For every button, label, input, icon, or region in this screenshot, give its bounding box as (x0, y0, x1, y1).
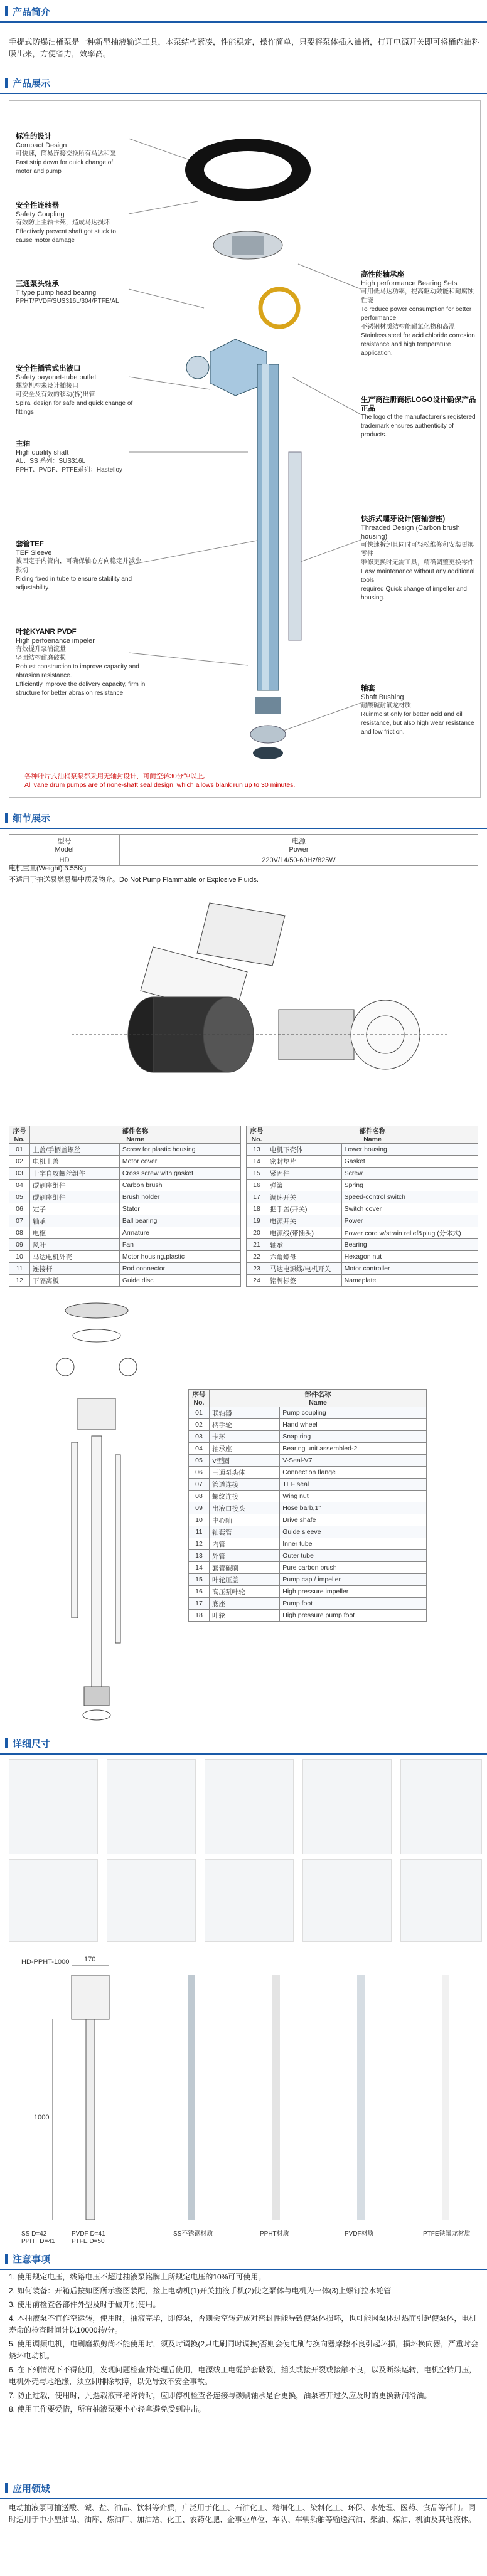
table-row (247, 1263, 478, 1275)
table-row (9, 1251, 241, 1263)
table-row (189, 1502, 427, 1514)
cap-ss: SS不锈钢材质 (173, 2230, 213, 2237)
spec-warning: 不适用于抽送易燃易爆中质及物介。Do Not Pump Flammable or Explosive Fluids. (9, 876, 259, 884)
table-cell: Hand wheel (280, 1419, 427, 1431)
table-cell: 连接杆 (30, 1263, 120, 1275)
motor-exploded-view (9, 890, 478, 1116)
table-cell: 卡环 (210, 1431, 280, 1443)
table-cell: 18 (189, 1610, 210, 1622)
table-cell: Screw (341, 1168, 478, 1180)
table-row (9, 1215, 241, 1227)
table-cell: 20 (247, 1227, 267, 1239)
product-photo (302, 1859, 392, 1942)
section-header-notes: 注意事项 (0, 2247, 487, 2270)
table-row (189, 1455, 427, 1467)
cap-ptfe: PTFE铁氟龙材质 (423, 2230, 471, 2237)
table-cell: 调速开关 (267, 1191, 342, 1203)
table-cell: Snap ring (280, 1431, 427, 1443)
table-cell: 上盖/手柄盖螺丝 (30, 1144, 120, 1156)
table-cell: Pump foot (280, 1598, 427, 1610)
cap-ppht: PPHT材质 (260, 2230, 289, 2237)
table-cell: 07 (9, 1215, 30, 1227)
table-cell: 定子 (30, 1203, 120, 1215)
table-cell: 轴套管 (210, 1526, 280, 1538)
table-cell: 12 (189, 1538, 210, 1550)
table-row (247, 1227, 478, 1239)
table-cell: 13 (247, 1144, 267, 1156)
dim-ss: SS D=42 (21, 2230, 47, 2237)
table-cell: Switch cover (341, 1203, 478, 1215)
table-cell: Guide disc (119, 1275, 240, 1287)
note-item: 6. 在下列情况下不得使用，发现问题检查并处理后使用，电源线工电缆护套破裂，插头或接开裂或接触不良，以及断续运转，电机空转用压，电机外壳与地绝缘，须立即排除故障，以免导致不安全事故。 (9, 2365, 477, 2386)
table-row (247, 1239, 478, 1251)
table-cell: Stator (119, 1203, 240, 1215)
table-cell: 出液口接头 (210, 1502, 280, 1514)
table-cell: 09 (9, 1239, 30, 1251)
table-cell: 马达电机外壳 (30, 1251, 120, 1263)
table-cell: Armature (119, 1227, 240, 1239)
table-row (189, 1550, 427, 1562)
table-cell: Lower housing (341, 1144, 478, 1156)
table-row (189, 1443, 427, 1455)
dim-width: 170 (84, 1956, 96, 1963)
table-cell: 轴承 (267, 1239, 342, 1251)
product-photo (400, 1759, 482, 1854)
table-cell: Spring (341, 1180, 478, 1191)
table-cell: 13 (189, 1550, 210, 1562)
table-cell: 19 (247, 1215, 267, 1227)
table-cell: High pressure impeller (280, 1586, 427, 1598)
table-row (9, 1168, 241, 1180)
table-cell: 轴承座 (210, 1443, 280, 1455)
table-row (189, 1419, 427, 1431)
table-cell: Brush holder (119, 1191, 240, 1203)
table-cell: Connection flange (280, 1467, 427, 1479)
table-cell: 电枢 (30, 1227, 120, 1239)
table-cell: Hexagon nut (341, 1251, 478, 1263)
table-cell: 18 (247, 1203, 267, 1215)
table-cell: 下隔离板 (30, 1275, 120, 1287)
table-cell: 23 (247, 1263, 267, 1275)
table-row (189, 1467, 427, 1479)
callout-compact: 标准的设计 Compact Design 可快速，简易连接交换所有马达和泵 Fast strip down for quick change of motor and pump (16, 133, 116, 175)
section-header-intro: 产品简介 (0, 0, 487, 23)
table-cell: 风叶 (30, 1239, 120, 1251)
table-cell: Speed-control switch (341, 1191, 478, 1203)
table-cell: 09 (189, 1502, 210, 1514)
table-cell: 紧固件 (267, 1168, 342, 1180)
dim-length: 1000 (34, 2114, 50, 2121)
table-cell: Fan (119, 1239, 240, 1251)
table-row (189, 1562, 427, 1574)
table-cell: Outer tube (280, 1550, 427, 1562)
table-cell: 22 (247, 1251, 267, 1263)
table-row (9, 1275, 241, 1287)
table-cell: Ball bearing (119, 1215, 240, 1227)
note-item: 1. 使用规定电压，线路电压不超过抽液泵铭牌上所规定电压的10%可可使用。 (9, 2272, 266, 2281)
table-cell: 24 (247, 1275, 267, 1287)
table-row (247, 1251, 478, 1263)
table-cell: V型圈 (210, 1455, 280, 1467)
table-row (189, 1431, 427, 1443)
parts-table-left: 序号 No. 部件名称 Name 01 上盖/手柄盖螺丝 Screw for plastic housing 02 电机上盖 Motor cover 03 十字自攻螺丝组件 Cross screw with gasket 04 碳刷座组件 Carbon brush 05 碳刷座组件 Brush holder 06 定子 Stator 07 轴承 Ball bearing 08 电枢 Armature 09 风叶 Fan 10 马达电机外壳 Motor housing,plastic 11 连接杆 Rod connector 12 下隔离板 Guide disc (9, 1126, 241, 1287)
dim-pvdf: PVDF D=41 (72, 2230, 105, 2237)
table-cell: 马达电源线/电机开关 (267, 1263, 342, 1275)
product-photo (302, 1759, 392, 1854)
note-item: 2. 如何装备：开箱后按如图所示整图装配，接上电动机(1)开关抽液手机(2)使之泵体与电机为一体(3)上螺钉拉水轮管 (9, 2286, 392, 2295)
note-item: 3. 使用前检查各部件外型及时于破开机使用。 (9, 2300, 161, 2309)
pump-exploded-view (9, 1298, 185, 1724)
table-row (9, 1191, 241, 1203)
table-row (189, 1491, 427, 1502)
application-text: 电动抽液泵可抽送酸、碱、盐、油品、饮料等介质，广泛用于化工、石油化工、精细化工、染料化工、环保、水处理、医药、食品等部门。同时适用于中小型油品、油库、炼油厂、加油站、化工、农药化肥、企事业单位、车队、车辆船舶等输送汽油、柴油、煤油、机油及其他液体。 (9, 2503, 476, 2524)
table-cell: 05 (9, 1191, 30, 1203)
product-photo (107, 1859, 196, 1942)
table-cell: 03 (189, 1431, 210, 1443)
table-cell: 04 (189, 1443, 210, 1455)
table-row (247, 1275, 478, 1287)
dim-ptfe: PTFE D=50 (72, 2238, 105, 2245)
table-row (189, 1598, 427, 1610)
table-cell: 14 (189, 1562, 210, 1574)
callout-impeller: 叶轮KYANR PVDF High perfoenance impeler 有效提升泵浦流量 坚固结构耐磨破损 Robust construction to improve capacity and abrasion resistance. Efficiently improve the delivery capacity, firm in structure for better abrasion resistance (16, 628, 146, 697)
table-cell: 中心轴 (210, 1514, 280, 1526)
table-row (189, 1586, 427, 1598)
table-cell: Gasket (341, 1156, 478, 1168)
table-cell: 15 (247, 1168, 267, 1180)
table-cell: 08 (189, 1491, 210, 1502)
table-cell: 六角螺母 (267, 1251, 342, 1263)
table-cell: Motor housing,plastic (119, 1251, 240, 1263)
table-cell: 10 (189, 1514, 210, 1526)
section-header-application: 应用领域 (0, 2477, 487, 2499)
callout-sleeve: 套管TEF TEF Sleeve 被固定于内管内，可确保轴心方向稳定并减少振动 Riding fixed in tube to ensure stability and adjustability. (16, 541, 141, 591)
table-cell: 联轴器 (210, 1407, 280, 1419)
table-cell: Pump coupling (280, 1407, 427, 1419)
table-cell: Pure carbon brush (280, 1562, 427, 1574)
table-cell: 11 (189, 1526, 210, 1538)
table-cell: 叶轮压盖 (210, 1574, 280, 1586)
table-row (189, 1407, 427, 1419)
table-cell: 十字自攻螺丝组件 (30, 1168, 120, 1180)
dim-model: HD-PPHT-1000 (21, 1958, 70, 1966)
table-cell: 密封垫片 (267, 1156, 342, 1168)
dimension-drawing (9, 1950, 481, 2251)
table-row (9, 1203, 241, 1215)
table-cell: 外管 (210, 1550, 280, 1562)
spec-weight: 电机重量(Weight):3.55Kg (9, 865, 87, 872)
table-row (247, 1203, 478, 1215)
table-cell: Bearing (341, 1239, 478, 1251)
table-cell: 电源线(带插头) (267, 1227, 342, 1239)
table-cell: 07 (189, 1479, 210, 1491)
table-row (189, 1526, 427, 1538)
callout-bushing: 轴套 Shaft Bushing 耐酸碱耐氟龙材质 Ruinmoist only for better acid and oil resistance, but also high wear resistance and low friction. (361, 685, 474, 736)
table-cell: 10 (9, 1251, 30, 1263)
table-cell: Inner tube (280, 1538, 427, 1550)
table-cell: Power cord w/strain relief&plug (分体式) (341, 1227, 478, 1239)
table-cell: Pump cap / impeller (280, 1574, 427, 1586)
note-item: 5. 使用调频电机，电刷磨损剪尚不能使用时，须及时调换(2只电刷同时调换)否则会使电刷与换向器摩擦不良引起环损，损坏换向器，严重时会烧坏电动机。 (9, 2340, 479, 2360)
table-row (247, 1180, 478, 1191)
table-cell: 柄手轮 (210, 1419, 280, 1431)
table-cell: Screw for plastic housing (119, 1144, 240, 1156)
parts-table-pump: 序号 No. 部件名称 Name 01 联轴器 Pump coupling 02 柄手轮 Hand wheel 03 卡环 Snap ring 04 轴承座 Bearing unit assembled-2 05 V型圈 V-Seal-V7 06 三通泵头体 Connection flange 07 管道连接 TEF seal 08 螺纹连接 Wing nut 09 出液口接头 Hose barb,1" 10 中心轴 Drive shafe 11 轴套管 Guide sleeve 12 内管 Inner tube 13 外管 Outer tube 14 套管碳刷 Pure carbon brush 15 叶轮压盖 Pump cap / impeller 16 高压泵叶轮 High pressure impeller 17 底座 Pump foot 18 叶轮 High pressure pump foot (188, 1389, 427, 1622)
section-header-dimensions: 详细尺寸 (0, 1732, 487, 1755)
table-row (9, 1227, 241, 1239)
table-cell: Guide sleeve (280, 1526, 427, 1538)
table-cell: 电机下壳体 (267, 1144, 342, 1156)
table-cell: 内管 (210, 1538, 280, 1550)
section-header-details: 细节展示 (0, 806, 487, 829)
table-row (247, 1144, 478, 1156)
table-cell: Carbon brush (119, 1180, 240, 1191)
table-cell: 01 (189, 1407, 210, 1419)
cap-pvdf: PVDF材质 (345, 2230, 374, 2237)
table-cell: Nameplate (341, 1275, 478, 1287)
table-cell: 01 (9, 1144, 30, 1156)
note-item: 4. 本抽液泵不宜作空运转，使用时，抽液完毕，即停泵，否则会空转造成对密封性能导致使泵体损坏，也可能因泵体过热而引起使泵体，电机寿命的检查时间计以10000转/分。 (9, 2314, 477, 2335)
dim-ppht: PPHT D=41 (21, 2238, 55, 2245)
callout-outlet: 安全性插管式出液口 Safety bayonet-tube outlet 螺旋机构来设计插接口 可安全及有效的移动(拆)出管 Spiral design for safe and quick change of fittings (16, 365, 133, 416)
callout-coupling: 安全性连轴器 Safety Coupling 有效防止主轴卡死，造成马达损坏 Effectively prevent shaft got stuck to cause motor damage (16, 202, 116, 244)
table-cell: Wing nut (280, 1491, 427, 1502)
table-row (9, 1156, 241, 1168)
table-row (189, 1610, 427, 1622)
table-cell: Bearing unit assembled-2 (280, 1443, 427, 1455)
table-cell: 03 (9, 1168, 30, 1180)
table-cell: 14 (247, 1156, 267, 1168)
table-cell: 05 (189, 1455, 210, 1467)
table-row (9, 1239, 241, 1251)
product-photo (205, 1759, 294, 1854)
table-cell: 06 (189, 1467, 210, 1479)
parts-table-right: 序号 No. 部件名称 Name 13 电机下壳体 Lower housing 14 密封垫片 Gasket 15 紧固件 Screw 16 弹簧 Spring 17 调速开关 Speed-control switch 18 把手盖(开关) Switch cover 19 电源开关 Power 20 电源线(带插头) Power cord w/strain relief&plug (分体式) 21 轴承 Bearing 22 六角螺母 Hexagon nut 23 马达电源线/电机开关 Motor controller 24 铭牌标签 Nameplate (246, 1126, 478, 1287)
table-cell: 11 (9, 1263, 30, 1275)
table-cell: 17 (247, 1191, 267, 1203)
table-cell: Drive shafe (280, 1514, 427, 1526)
table-cell: 铭牌标签 (267, 1275, 342, 1287)
table-cell: 把手盖(开关) (267, 1203, 342, 1215)
table-cell: 套管碳刷 (210, 1562, 280, 1574)
table-cell: 轴承 (30, 1215, 120, 1227)
table-row (189, 1574, 427, 1586)
product-photo (400, 1859, 482, 1942)
table-row (9, 1180, 241, 1191)
table-cell: 电机上盖 (30, 1156, 120, 1168)
table-cell: Rod connector (119, 1263, 240, 1275)
table-cell: 02 (9, 1156, 30, 1168)
table-cell: 16 (247, 1180, 267, 1191)
table-cell: 12 (9, 1275, 30, 1287)
table-row (189, 1538, 427, 1550)
intro-text: 手提式防爆油桶泵是一种新型抽液输送工具，本泵结构紧凑，性能稳定，操作简单，只要将泵体插入油桶，打开电源开关即可将桶内油料吸出来，方便省力，效率高。 (9, 38, 480, 58)
table-cell: 三通泵头体 (210, 1467, 280, 1479)
callout-threaded: 快拆式螺牙设计(管轴套座) Threaded Design (Carbon brush housing) 可快速拆卸且同时可轻松维修和安装更换零件 维修更换时无需工具，精确调整更换零件 Easy maintenance without any additional tools required Quick change of impeller and housing. (361, 515, 475, 601)
table-cell: 电源开关 (267, 1215, 342, 1227)
table-cell: 16 (189, 1586, 210, 1598)
table-cell: Motor controller (341, 1263, 478, 1275)
table-row (189, 1514, 427, 1526)
table-row (247, 1191, 478, 1203)
product-diagram (9, 100, 481, 798)
section-header-display: 产品展示 (0, 71, 487, 94)
table-row (9, 1263, 241, 1275)
product-photo (9, 1759, 98, 1854)
table-cell: 15 (189, 1574, 210, 1586)
table-cell: 螺纹连接 (210, 1491, 280, 1502)
table-cell: TEF seal (280, 1479, 427, 1491)
table-row (247, 1156, 478, 1168)
table-cell: 04 (9, 1180, 30, 1191)
diagram-footnote: 各种叶片式油桶泵泵都采用无轴封设计，可耐空转30分钟以上。 All vane drum pumps are of none-shaft seal design, which allows blank run up to 30 minutes. (24, 773, 296, 789)
note-item: 7. 防止过载，使用时，凡遇载液带堵降转时，应即停机检查各连接与碳刷轴承是否更换，油泵若开过久应及时的更换新润滑油。 (9, 2391, 432, 2400)
table-cell: Motor cover (119, 1156, 240, 1168)
table-cell: 08 (9, 1227, 30, 1239)
table-cell: Cross screw with gasket (119, 1168, 240, 1180)
table-cell: 17 (189, 1598, 210, 1610)
table-row (247, 1215, 478, 1227)
table-cell: 管道连接 (210, 1479, 280, 1491)
table-row (9, 1144, 241, 1156)
callout-logo: 生产商注册商标LOGO设计确保产品正品 The logo of the manufacturer's registered trademark ensures authenticity of products. (361, 396, 476, 438)
callout-shaft: 主轴 High quality shaft AL、SS 系列：SUS316L PPHT、PVDF、PTFE系列：Hastelloy (16, 440, 123, 473)
table-cell: 碳刷座组件 (30, 1191, 120, 1203)
table-cell: High pressure pump foot (280, 1610, 427, 1622)
note-item: 8. 使用工作要爱惜，所有抽液泵要小心轻拿避免受到冲击。 (9, 2405, 206, 2414)
notes-list (9, 2271, 481, 2417)
table-cell: 21 (247, 1239, 267, 1251)
table-cell: Hose barb,1" (280, 1502, 427, 1514)
table-cell: 叶轮 (210, 1610, 280, 1622)
product-photo (9, 1859, 98, 1942)
table-cell: 06 (9, 1203, 30, 1215)
table-row (189, 1479, 427, 1491)
spec-table: 型号 Model 电源 Power HD 220V/14/50-60Hz/825W (9, 834, 478, 866)
product-photo (107, 1759, 196, 1854)
callout-pump-head: 三通泵头轴承 T type pump head bearing PPHT/PVDF/SUS316L/304/PTFE/AL (16, 280, 119, 305)
callout-bearing-sets: 高性能轴承座 High performance Bearing Sets 可用低马达功率，提高驱动效能和耐腐蚀性能 To reduce power consumption for better performance 不锈钢材质结构能耐氯化物和高温 Stainless steel for acid chloride corrosion resistance and high temperature application. (361, 271, 475, 357)
table-cell: 02 (189, 1419, 210, 1431)
table-cell: 弹簧 (267, 1180, 342, 1191)
table-cell: V-Seal-V7 (280, 1455, 427, 1467)
table-cell: 底座 (210, 1598, 280, 1610)
product-photo (205, 1859, 294, 1942)
table-row (247, 1168, 478, 1180)
table-cell: 高压泵叶轮 (210, 1586, 280, 1598)
table-cell: 碳刷座组件 (30, 1180, 120, 1191)
table-cell: Power (341, 1215, 478, 1227)
